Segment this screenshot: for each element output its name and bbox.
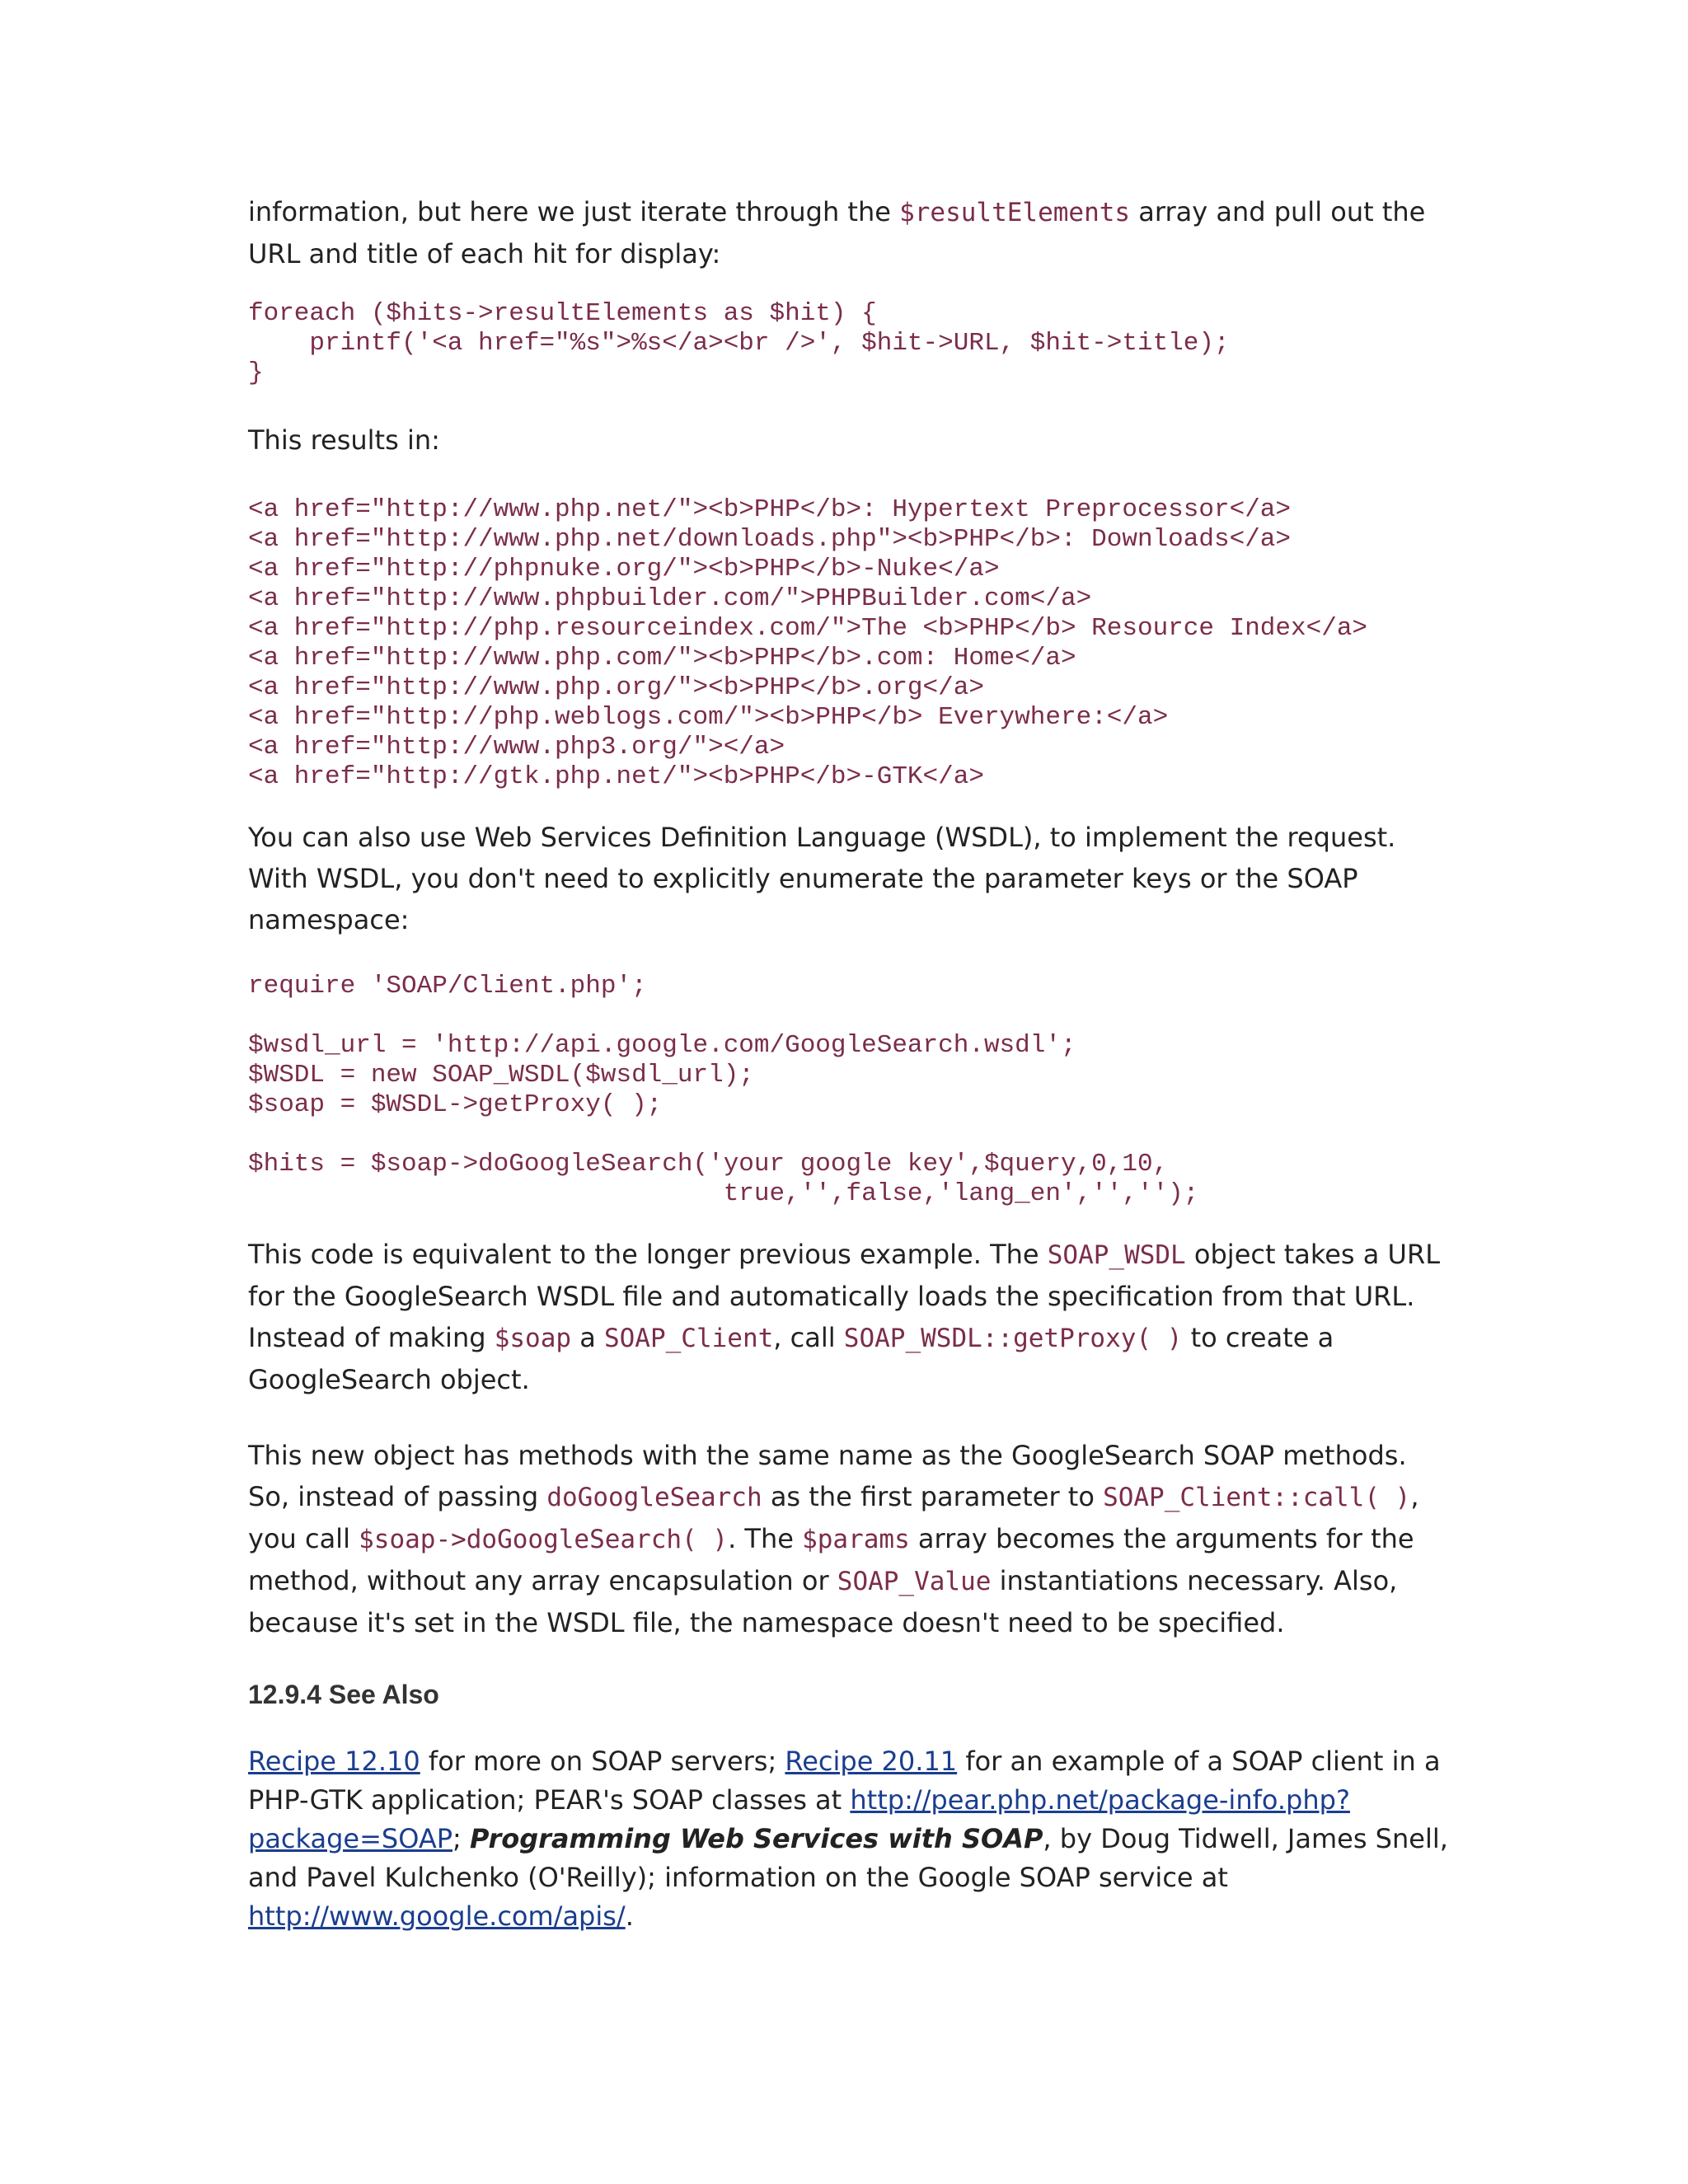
code-line: $wsdl_url = 'http://api.google.com/GoogleSearch.wsdl'; — [248, 1031, 1076, 1060]
code-line: <a href="http://www.php.net/"><b>PHP</b>: Hypertext Preprocessor</a> — [248, 495, 1292, 524]
inline-code-client-call: SOAP_Client::call( ) — [1103, 1483, 1411, 1512]
code-line: <a href="http://phpnuke.org/"><b>PHP</b>-Nuke</a> — [248, 555, 1000, 583]
text: . The — [728, 1523, 803, 1554]
equivalence-paragraph — [248, 1234, 1451, 1400]
text: This code is equivalent to the longer previous example. The — [248, 1239, 1048, 1270]
text: . — [625, 1900, 634, 1932]
link-recipe-12-10[interactable]: Recipe 12.10 — [248, 1746, 420, 1777]
text: for more on SOAP servers; — [420, 1746, 785, 1777]
inline-code-do-google-search: doGoogleSearch — [546, 1483, 762, 1512]
results-intro-paragraph: This results in: — [248, 424, 440, 456]
intro-paragraph — [248, 191, 1451, 274]
inline-code-params: $params — [802, 1525, 910, 1554]
text: , call — [773, 1322, 844, 1353]
text: object takes a URL for the GoogleSearch WSDL file and automatically loads the specification from that URL. Instead of making — [248, 1239, 1441, 1353]
text: array becomes the arguments for the method, without any array encapsulation or — [248, 1523, 1414, 1596]
text: array and pull out the URL and title of each hit for display: — [248, 196, 1426, 269]
text: instantiations necessary. Also, because it's set in the WSDL file, the namespace doesn't need to be specified. — [248, 1565, 1398, 1638]
code-block-wsdl — [248, 972, 1451, 1209]
book-title: Programming Web Services with SOAP — [469, 1823, 1043, 1854]
inline-code-soap-var: $soap — [494, 1324, 572, 1353]
code-line: <a href="http://www.php.net/downloads.php"><b>PHP</b>: Downloads</a> — [248, 525, 1292, 554]
text: a — [571, 1322, 604, 1353]
inline-code-soap-wsdl: SOAP_WSDL — [1047, 1240, 1186, 1270]
link-google-apis[interactable]: http://www.google.com/apis/ — [248, 1900, 626, 1932]
methods-paragraph — [248, 1435, 1451, 1643]
inline-code-soap-value: SOAP_Value — [837, 1567, 992, 1596]
code-line: true,'',false,'lang_en','',''); — [248, 1179, 1199, 1208]
text: , by Doug Tidwell, James Snell, and Pavel Kulchenko (O'Reilly); information on the Google SOAP service at — [248, 1823, 1448, 1893]
code-line: $soap = $WSDL->getProxy( ); — [248, 1090, 663, 1119]
text: , you call — [248, 1481, 1419, 1554]
code-line: $WSDL = new SOAP_WSDL($wsdl_url); — [248, 1061, 754, 1090]
text: to create a GoogleSearch object. — [248, 1322, 1334, 1395]
code-line: printf('<a href="%s">%s</a><br />', $hit->URL, $hit->title); — [248, 329, 1230, 358]
code-line: <a href="http://php.resourceindex.com/">The <b>PHP</b> Resource Index</a> — [248, 614, 1368, 643]
inline-code-soap-client: SOAP_Client — [603, 1324, 774, 1353]
code-line: <a href="http://www.php.org/"><b>PHP</b>.org</a> — [248, 673, 984, 702]
code-line: $hits = $soap->doGoogleSearch('your google key',$query,0,10, — [248, 1150, 1169, 1179]
code-line: require 'SOAP/Client.php'; — [248, 972, 647, 1001]
wsdl-paragraph: You can also use Web Services Definition Language (WSDL), to implement the request. With WSDL, you don't need to explicitly enumerate the parameter keys or the SOAP namespace: — [248, 822, 1396, 935]
see-also-paragraph — [248, 1742, 1451, 1936]
inline-code-soap-do-google-search: $soap->doGoogleSearch( ) — [359, 1525, 729, 1554]
text: ; — [452, 1823, 470, 1854]
code-line: <a href="http://php.weblogs.com/"><b>PHP</b> Everywhere:</a> — [248, 703, 1169, 732]
section-heading-see-also: 12.9.4 See Also — [248, 1680, 439, 1709]
inline-code-result-elements: $resultElements — [899, 198, 1131, 227]
code-block-results — [248, 495, 1451, 792]
text: as the first parameter to — [762, 1481, 1104, 1512]
code-line: <a href="http://www.php.com/"><b>PHP</b>.com: Home</a> — [248, 644, 1076, 673]
code-line: } — [248, 359, 264, 387]
document-page — [248, 191, 1451, 1936]
link-pear-soap[interactable]: http://pear.php.net/package-info.php?package=SOAP — [248, 1784, 1350, 1854]
code-line: <a href="http://www.phpbuilder.com/">PHPBuilder.com</a> — [248, 584, 1092, 613]
code-line: <a href="http://www.php3.org/"></a> — [248, 733, 785, 762]
code-block-foreach — [248, 299, 1451, 388]
text: information, but here we just iterate through the — [248, 196, 900, 227]
code-line: foreach ($hits->resultElements as $hit) { — [248, 299, 877, 328]
text: This new object has methods with the same name as the GoogleSearch SOAP methods. So, instead of passing — [248, 1440, 1407, 1512]
link-recipe-20-11[interactable]: Recipe 20.11 — [785, 1746, 958, 1777]
text: for an example of a SOAP client in a PHP-GTK application; PEAR's SOAP classes at — [248, 1746, 1441, 1816]
inline-code-get-proxy: SOAP_WSDL::getProxy( ) — [843, 1324, 1183, 1353]
code-line: <a href="http://gtk.php.net/"><b>PHP</b>-GTK</a> — [248, 762, 984, 791]
